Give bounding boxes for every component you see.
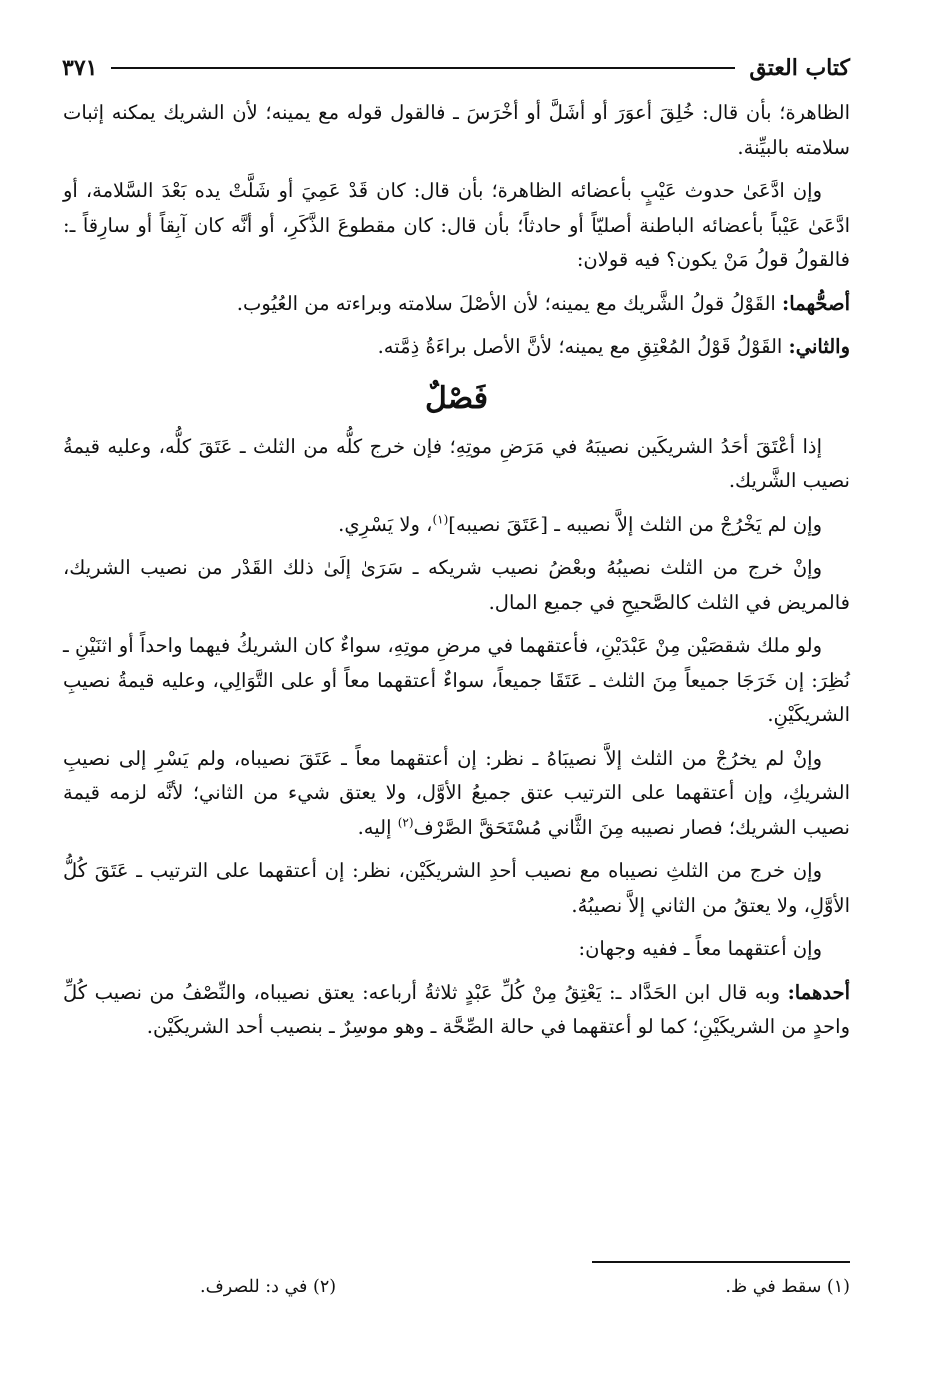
page-number: ٣٧١ [62,55,98,81]
footnote-2: (٢) في د: للصرف. [200,1277,337,1297]
footnote-ref: (٢) [397,815,414,829]
section-heading: فَصْلٌ [424,380,489,416]
footnote-1: (١) سقط في ظ. [725,1277,850,1297]
paragraph-text: وإنْ لم يخرُجْ من الثلث إلاَّ نصيبَاهُ ـ نظر: إن أعتقهما معاً ـ عَتَقَ نصيباه، ولم يَسْرِ إلى نصيبِ الشريكِ، وإن أعتقهما على الترتيب عتق جميعُ الأوَّل، ولا يعتق شيء من الثاني؛ لأنَّه لزمه قيمة نصيب الشريك؛ فصار نصيبه مِنَ الثَّاني مُسْتَحَقَّ الصَّرْف [63,746,850,839]
paragraph: وإن خرج من الثلثِ نصيباه مع نصيب أحدِ الشريكَيْن، نظر: إن أعتقهما على الترتيب ـ عَتَقَ كُلُّ الأوَّلِ، ولا يعتقُ من الثاني إلاَّ نصيبُهُ. [63,859,850,917]
paragraph-text: القَوْلُ قولُ الشَّريك مع يمينه؛ لأن الأصْلَ سلامته وبراءته من العُيُوب. [236,291,783,315]
paragraph [63,287,850,322]
footnotes [200,1272,850,1302]
paragraph-text: وبه قال ابن الحَدَّاد ـ: يَعْتِقُ مِنْ كُلِّ عَبْدٍ ثلاثةُ أرباعه: يعتق نصيباه، والنِّصْفُ من نصيب كُلِّ واحدٍ من الشريكَيْنِ؛ كما لو أعتقهما في حالة الصِّحَّة ـ وهو موسِرٌ ـ بنصيب أحد الشريكَيْن. [63,980,850,1038]
paragraph [63,742,850,846]
paragraph-text: إليه. [357,815,398,839]
footnote-ref: (١) [432,512,449,526]
paragraph-text: ، ولا يَسْرِي. [338,512,433,536]
paragraph-lead: أحدهما: [787,980,850,1004]
chapter-title: كتاب العتق [749,55,850,81]
paragraph: وإن أعتقهما معاً ـ ففيه وجهان: [578,937,822,960]
paragraph [63,508,850,543]
paragraph: الظاهرة؛ بأن قال: خُلِقَ أعوَرَ أو أشَلَّ أو أخْرَسَ ـ فالقول قوله مع يمينه؛ لأن الشريك يمكنه إثبات سلامته بالبيِّنة. [63,101,850,159]
page-header [62,50,850,86]
paragraph-text: وإن لم يَخْرُجْ من الثلث إلاَّ نصيبه ـ [عَتَقَ نصيبه] [448,512,822,536]
paragraph: وإنْ خرج من الثلث نصيبُهُ وبعْضُ نصيب شريكه ـ سَرَىٰ إلَىٰ ذلك القَدْر من نصيب الشريك، فالمريض في الثلث كالصَّحيحِ في جميع المال. [63,556,850,614]
header-rule [111,67,735,69]
paragraph-lead: أصحُّهما: [782,291,850,315]
paragraph [63,330,850,365]
paragraph [63,976,850,1045]
paragraph: ولو ملك شقصَيْن مِنْ عَبْدَيْنِ، فأعتقهما في مرضِ موتِهِ، سواءٌ كان الشريكُ فيهما واحداً أو اثنَيْنِ ـ نُظِرَ: إن خَرَجَا جميعاً مِنَ الثلث ـ عَتَقَا جميعاً، سواءٌ أعتقهما معاً أو على التَّوَالِي، وعليه قيمةُ نصيبِ الشريكَيْنِ. [63,634,850,726]
paragraph: وإن ادَّعَىٰ حدوث عَيْبٍ بأعضائه الظاهرة؛ بأن قال: كان قَدْ عَمِيَ أو شَلَّتْ يده بَعْدَ السَّلامة، أو ادَّعَىٰ عَيْباً بأعضائه الباطنة أصليّاً أو حادثاً؛ بأن قال: كان مقطوعَ الذَّكَرِ، أو أنَّه كان آبِقاً أو سارِقاً ـ: فالقولُ قولُ مَنْ يكون؟ فيه قولان: [63,179,850,271]
footnote-rule [592,1261,850,1263]
paragraph-text: القَوْلُ قَوْلُ المُعْتِقِ مع يمينه؛ لأنَّ الأصل براءَةُ ذِمَّته. [377,335,789,358]
main-text [63,96,850,1054]
paragraph: إذا أعْتَقَ أحَدُ الشريكَين نصيبَهُ في مَرَضِ موتِهِ؛ فإن خرج كلُّه من الثلث ـ عَتَقَ كلُّه، وعليه قيمةُ نصيب الشَّريك. [63,434,850,492]
paragraph-lead: والثاني: [788,335,850,358]
